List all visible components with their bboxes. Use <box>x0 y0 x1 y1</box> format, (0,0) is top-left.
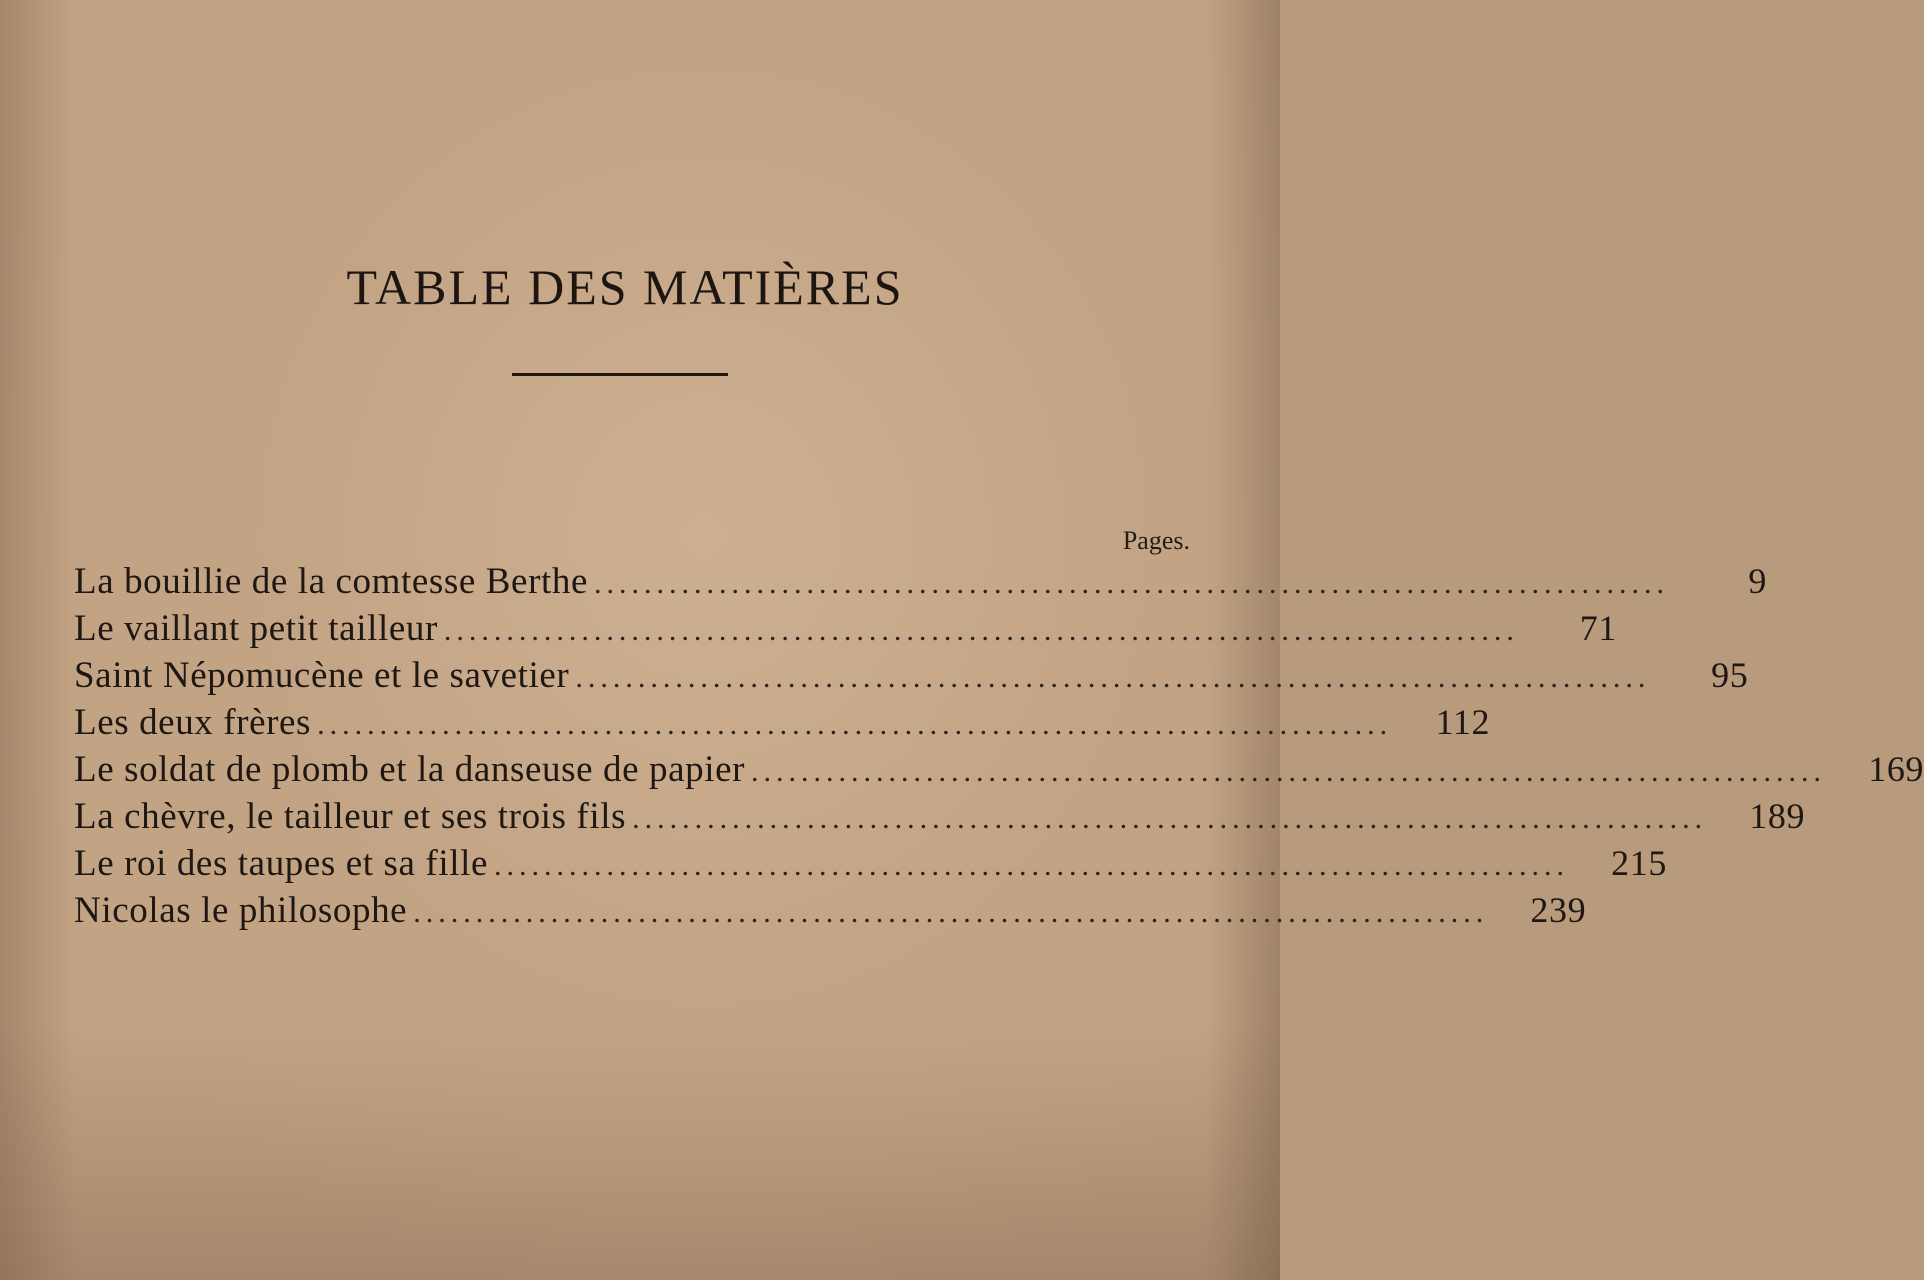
toc-entry-title: Nicolas le philosophe <box>74 890 408 931</box>
toc-entry-page: 215 <box>1611 843 1667 883</box>
toc-entry-page: 95 <box>1711 655 1749 695</box>
toc-entry-title: La chèvre, le tailleur et ses trois fils <box>74 796 627 837</box>
title-rule <box>512 373 728 376</box>
toc-entry-title: La bouillie de la comtesse Berthe <box>74 561 588 602</box>
toc-entry-title: Le vaillant petit tailleur <box>74 608 438 649</box>
table-of-contents <box>74 560 1924 936</box>
toc-entry-title: Les deux frères <box>74 702 312 743</box>
toc-entry <box>74 701 1491 748</box>
dot-leader: ...................................................................................... <box>443 614 1519 647</box>
toc-entry-page: 239 <box>1530 890 1587 930</box>
toc-entry <box>74 607 1617 654</box>
dot-leader: ...................................................................................... <box>575 661 1651 694</box>
toc-entry-title: Le soldat de plomb et la danseuse de papier <box>74 749 746 790</box>
toc-entry-page: 112 <box>1435 702 1491 742</box>
toc-entry <box>74 795 1806 842</box>
toc-entry <box>74 654 1749 701</box>
toc-entry-page: 169 <box>1868 749 1924 789</box>
dot-leader: ...................................................................................... <box>317 708 1393 741</box>
toc-entry <box>74 889 1587 936</box>
toc-entry <box>74 842 1667 889</box>
toc-entry-page: 9 <box>1748 561 1767 601</box>
toc-entry <box>74 560 1767 607</box>
dot-leader: ...................................................................................... <box>594 567 1669 600</box>
toc-entry-title: Le roi des taupes et sa fille <box>74 843 488 884</box>
dot-leader: ...................................................................................... <box>493 849 1569 882</box>
toc-entry <box>74 748 1924 795</box>
page-title: TABLE DES MATIÈRES <box>346 259 904 315</box>
dot-leader: ...................................................................................... <box>413 896 1489 929</box>
pages-column-header: Pages. <box>1122 526 1190 555</box>
dot-leader: ...................................................................................... <box>632 802 1708 835</box>
toc-entry-title: Saint Népomucène et le savetier <box>74 655 570 696</box>
toc-entry-page: 71 <box>1579 608 1617 648</box>
dot-leader: ...................................................................................... <box>751 755 1827 788</box>
toc-entry-page: 189 <box>1749 796 1806 836</box>
